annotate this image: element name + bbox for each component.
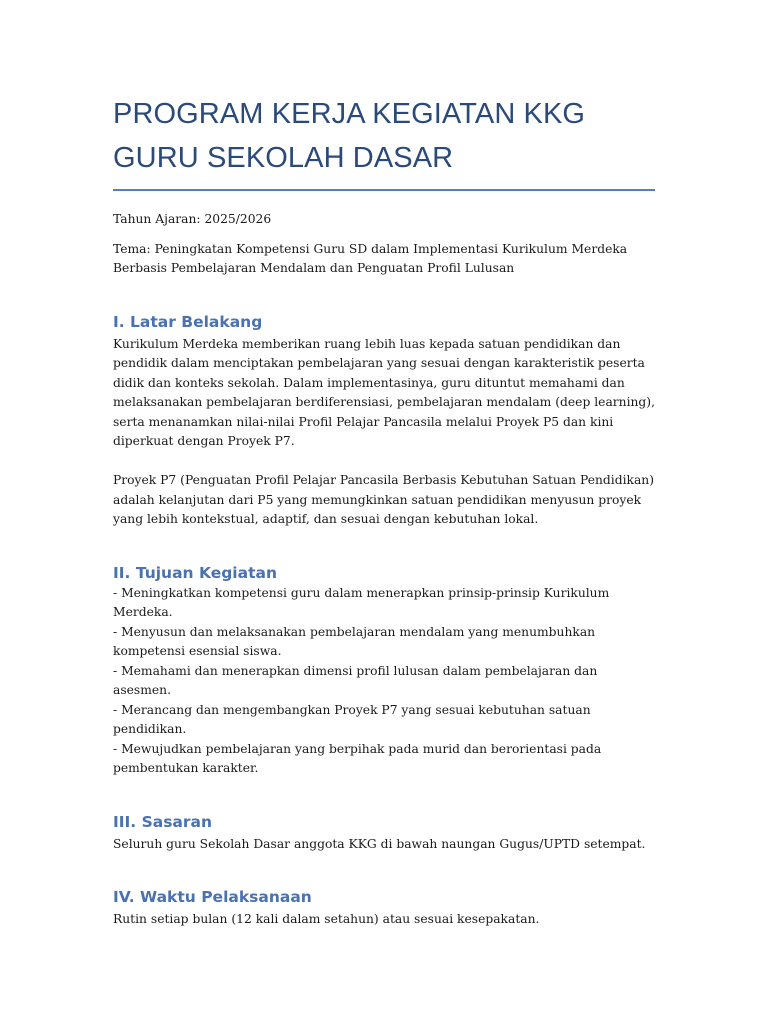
theme-text: Tema: Peningkatan Kompetensi Guru SD dalam Implementasi Kurikulum Merdeka Berbasis Pembelajaran Mendalam dan Penguatan Profil Lulusan xyxy=(113,241,628,275)
section-heading-waktu: IV. Waktu Pelaksanaan xyxy=(113,888,312,906)
section-heading-tujuan: II. Tujuan Kegiatan xyxy=(113,563,277,582)
section-heading-sasaran: III. Sasaran xyxy=(113,812,213,831)
document-page xyxy=(113,92,655,930)
paragraph-spacer xyxy=(113,452,655,472)
section-heading-latar-belakang: I. Latar Belakang xyxy=(113,312,263,331)
section-latar-belakang xyxy=(113,311,655,530)
section-sasaran xyxy=(113,811,655,855)
paragraph-latar-belakang-1: Kurikulum Merdeka memberikan ruang lebih luas kepada satuan pendidikan dan pendidik dalam menciptakan pembelajaran yang sesuai dengan karakteristik peserta didik dan konteks sekolah. Dalam implementasinya, guru dituntut memahami dan melaksanakan pembelajaran berdiferensiasi, pembelajaran mendalam (deep learning), serta menanamkan nilai-nilai Profil Pelajar Pancasila melalui Proyek P5 dan kini diperkuat dengan Proyek P7. xyxy=(113,336,656,448)
tujuan-list xyxy=(113,584,655,779)
paragraph-sasaran: Seluruh guru Sekolah Dasar anggota KKG di bawah naungan Gugus/UPTD setempat. xyxy=(113,836,646,851)
academic-year: Tahun Ajaran: 2025/2026 xyxy=(113,212,272,226)
list-item: - Memahami dan menerapkan dimensi profil lulusan dalam pembelajaran dan asesmen. xyxy=(113,663,598,697)
document-title: PROGRAM KERJA KEGIATAN KKG GURU SEKOLAH DASAR xyxy=(113,92,655,191)
section-waktu xyxy=(113,886,655,930)
list-item: - Mewujudkan pembelajaran yang berpihak pada murid dan berorientasi pada pembentukan karakter. xyxy=(113,741,602,775)
paragraph-waktu: Rutin setiap bulan (12 kali dalam setahun) atau sesuai kesepakatan. xyxy=(113,912,540,926)
paragraph-latar-belakang-2: Proyek P7 (Penguatan Profil Pelajar Pancasila Berbasis Kebutuhan Satuan Pendidikan) adalah kelanjutan dari P5 yang memungkinkan satuan pendidikan menyusun proyek yang lebih kontekstual, adaptif, dan sesuai dengan kebutuhan lokal. xyxy=(113,473,655,526)
section-tujuan xyxy=(113,562,655,779)
list-item: - Meningkatkan kompetensi guru dalam menerapkan prinsip-prinsip Kurikulum Merdeka. xyxy=(113,585,610,619)
list-item: - Menyusun dan melaksanakan pembelajaran mendalam yang menumbuhkan kompetensi esensial siswa. xyxy=(113,624,596,658)
list-item: - Merancang dan mengembangkan Proyek P7 yang sesuai kebutuhan satuan pendidikan. xyxy=(113,702,591,736)
